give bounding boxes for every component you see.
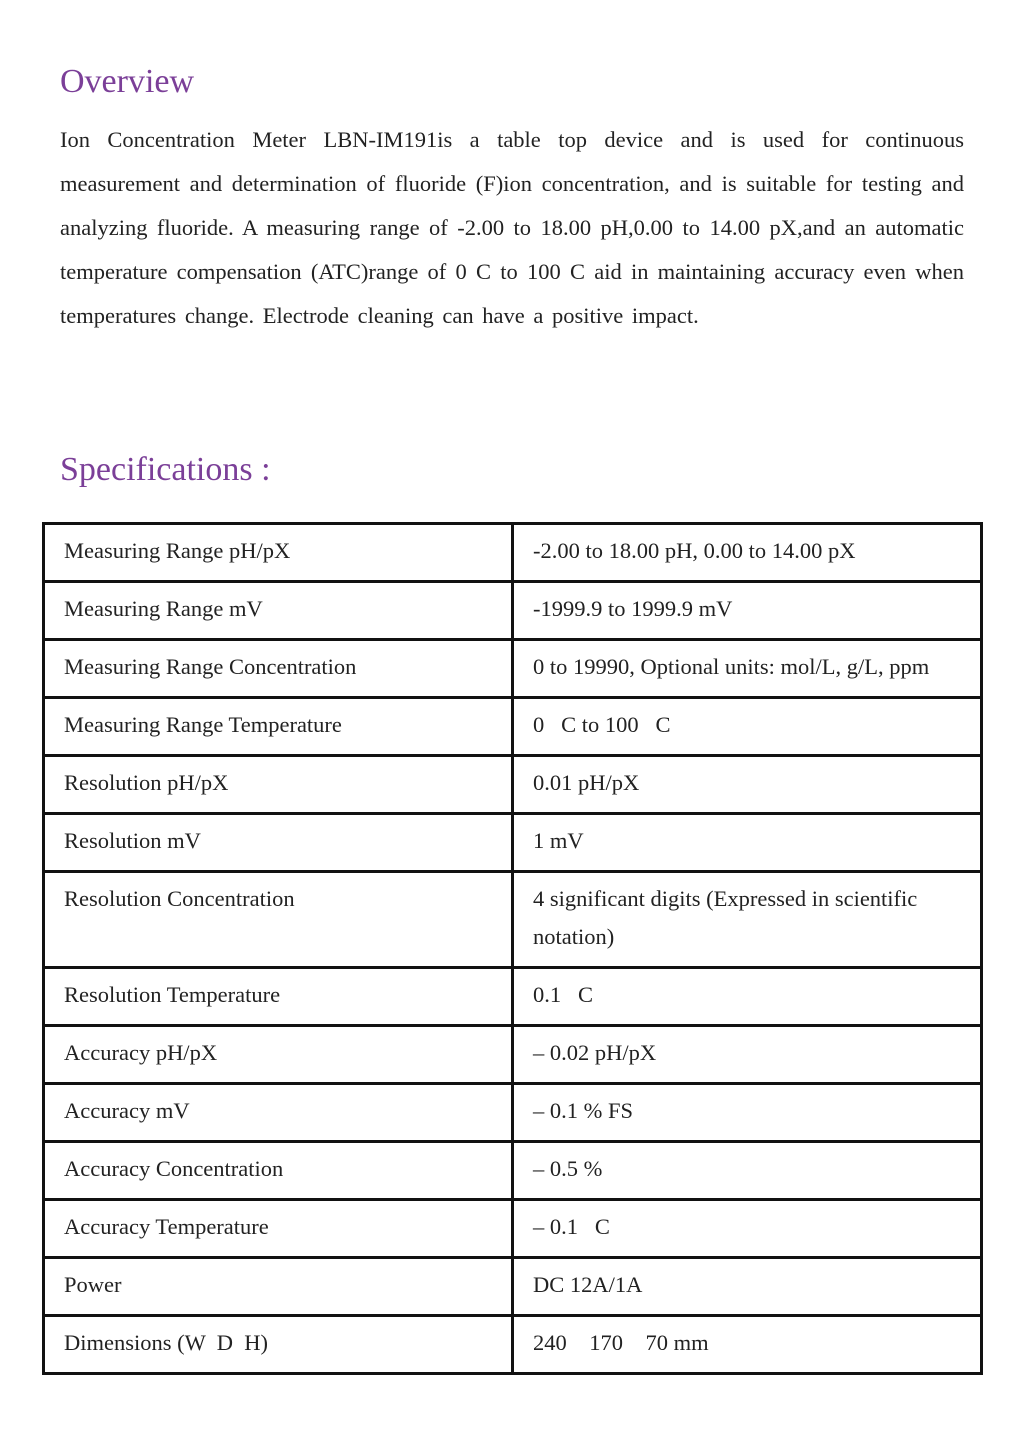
spec-label: Resolution mV [44,814,513,872]
overview-paragraph: Ion Concentration Meter LBN-IM191is a table top device and is used for continuous measurement and determination of fluoride (F)ion concentration, and is suitable for testing and analyzing fluoride. A measuring range of -2.00 to 18.00 pH,0.00 to 14.00 pX,and an automatic temperature compensation (ATC)range of 0 C to 100 C aid in maintaining accuracy even when temperatures change. Electrode cleaning can have a positive impact. [60,127,964,328]
spec-label: Measuring Range pH/pX [44,524,513,582]
spec-value: 0 to 19990, Optional units: mol/L, g/L, ppm [513,640,982,698]
table-row [44,756,982,814]
spec-label: Measuring Range mV [44,582,513,640]
spec-label: Accuracy pH/pX [44,1026,513,1084]
table-row [44,1258,982,1316]
specifications-table [42,522,983,1375]
spec-value: 0.1 C [513,968,982,1026]
spec-label: Measuring Range Concentration [44,640,513,698]
spec-value: – 0.5 % [513,1142,982,1200]
table-row [44,582,982,640]
table-row [44,698,982,756]
table-row [44,1316,982,1374]
table-row [44,872,982,968]
spec-label: Accuracy mV [44,1084,513,1142]
table-row [44,1084,982,1142]
spec-value: 0 C to 100 C [513,698,982,756]
spec-label: Accuracy Temperature [44,1200,513,1258]
spec-value: – 0.1 % FS [513,1084,982,1142]
spec-label: Resolution Temperature [44,968,513,1026]
spec-value: 4 significant digits (Expressed in scientific notation) [513,872,982,968]
spec-label: Measuring Range Temperature [44,698,513,756]
spec-label: Accuracy Concentration [44,1142,513,1200]
spec-value: – 0.02 pH/pX [513,1026,982,1084]
spec-value: -1999.9 to 1999.9 mV [513,582,982,640]
spec-value: 240 170 70 mm [513,1316,982,1374]
spec-value: – 0.1 C [513,1200,982,1258]
table-row [44,814,982,872]
table-row [44,1026,982,1084]
table-row [44,1142,982,1200]
overview-heading: Overview [60,63,195,100]
spec-label: Resolution pH/pX [44,756,513,814]
spec-label: Power [44,1258,513,1316]
table-row [44,524,982,582]
spec-label: Dimensions (W D H) [44,1316,513,1374]
table-row [44,968,982,1026]
spec-value: 0.01 pH/pX [513,756,982,814]
specifications-heading: Specifications : [60,451,271,488]
spec-value: 1 mV [513,814,982,872]
spec-label: Resolution Concentration [44,872,513,968]
table-row [44,1200,982,1258]
spec-value: DC 12A/1A [513,1258,982,1316]
table-row [44,640,982,698]
spec-value: -2.00 to 18.00 pH, 0.00 to 14.00 pX [513,524,982,582]
